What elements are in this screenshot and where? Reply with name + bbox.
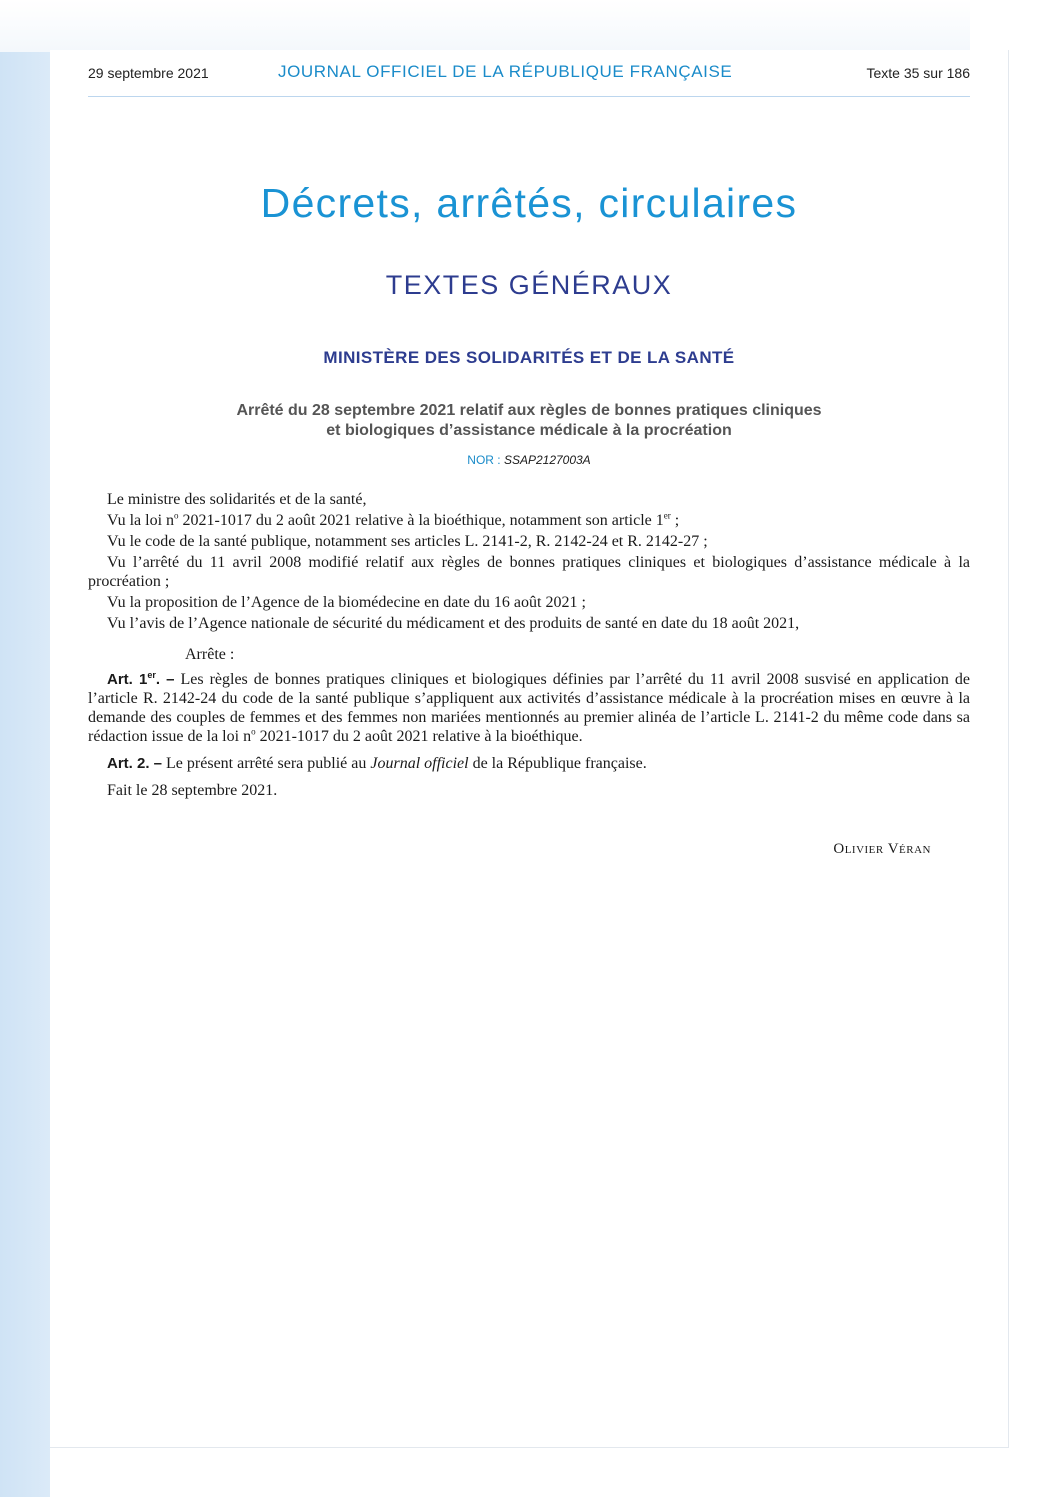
article-label-text: Art. 1 bbox=[107, 671, 148, 688]
visa-proposition-agence: Vu la proposition de l’Agence de la biomédecine en date du 16 août 2021 ; bbox=[107, 594, 586, 611]
page-header bbox=[88, 62, 970, 97]
visa-loi-bioethique bbox=[88, 511, 970, 530]
visa-arrete-2008: Vu l’arrêté du 11 avril 2008 modifié relatif aux règles de bonnes pratiques cliniques et biologiques d’assistance médicale à la procréation ; bbox=[88, 554, 970, 590]
article-1-text-end: 2021-1017 du 2 août 2021 relative à la bioéthique. bbox=[255, 728, 583, 745]
article-2-label: Art. 2. – bbox=[107, 755, 163, 772]
top-margin-band bbox=[0, 0, 970, 52]
visa-sup: o bbox=[174, 510, 179, 521]
visa-text: Vu la loi n bbox=[107, 512, 175, 529]
visa-text: 2021-1017 du 2 août 2021 relative à la bioéthique, notamment son article 1 bbox=[178, 512, 664, 529]
header-date: 29 septembre 2021 bbox=[88, 65, 209, 81]
nor-reference bbox=[0, 453, 1058, 467]
visa-ministre: Le ministre des solidarités et de la santé, bbox=[107, 491, 367, 508]
nor-value: SSAP2127003A bbox=[503, 453, 591, 467]
article-1 bbox=[88, 670, 970, 746]
article-2-text: Le présent arrêté sera publié au bbox=[162, 755, 371, 772]
visa-avis-ansm: Vu l’avis de l’Agence nationale de sécurité du médicament et des produits de santé en date du 18 août 2021, bbox=[107, 615, 800, 632]
article-2 bbox=[88, 754, 970, 773]
article-1-text: Les règles de bonnes pratiques cliniques et biologiques définies par l’arrêté du 11 avril 2008 susvisé en application de l’article R. 2142-24 du code de la santé publique s’appliquent aux activités d’assistance médicale à la procréation mises en œuvre à la demande des couples de femmes et des femmes non mariées mentionnés au premier alinéa de l’article L. 2141-2 du même code dans sa rédaction issue de la loi n bbox=[88, 671, 971, 745]
header-text-number: Texte 35 sur 186 bbox=[866, 65, 970, 81]
header-journal-name: JOURNAL OFFICIEL DE LA RÉPUBLIQUE FRANÇAISE bbox=[278, 62, 733, 81]
signature-name: Olivier Véran bbox=[833, 841, 931, 857]
article-1-label bbox=[107, 671, 175, 688]
article-1-sup: o bbox=[251, 726, 256, 737]
arrete-title bbox=[0, 401, 1058, 441]
ministry-name: MINISTÈRE DES SOLIDARITÉS ET DE LA SANTÉ bbox=[323, 348, 735, 367]
article-2-text-end: de la République française. bbox=[468, 755, 647, 772]
arrete-title-line1: Arrêté du 28 septembre 2021 relatif aux règles de bonnes pratiques cliniques bbox=[236, 402, 822, 419]
arrete-title-line2: et biologiques d’assistance médicale à la procréation bbox=[326, 422, 732, 439]
visa-text: ; bbox=[670, 512, 680, 529]
article-2-journal-italic: Journal officiel bbox=[370, 755, 469, 772]
arrete-word: Arrête : bbox=[185, 646, 235, 663]
arrete-body bbox=[88, 490, 970, 802]
main-title: Décrets, arrêtés, circulaires bbox=[260, 180, 798, 226]
fait-date: Fait le 28 septembre 2021. bbox=[107, 782, 278, 799]
visa-code-sante: Vu le code de la santé publique, notamment ses articles L. 2141-2, R. 2142-24 et R. 2142-27 ; bbox=[107, 533, 708, 550]
article-label-end: . – bbox=[155, 671, 175, 688]
article-label-sup: er bbox=[147, 670, 156, 680]
nor-label: NOR : bbox=[467, 453, 504, 467]
visa-sup: er bbox=[663, 510, 671, 521]
section-title: TEXTES GÉNÉRAUX bbox=[385, 270, 673, 300]
